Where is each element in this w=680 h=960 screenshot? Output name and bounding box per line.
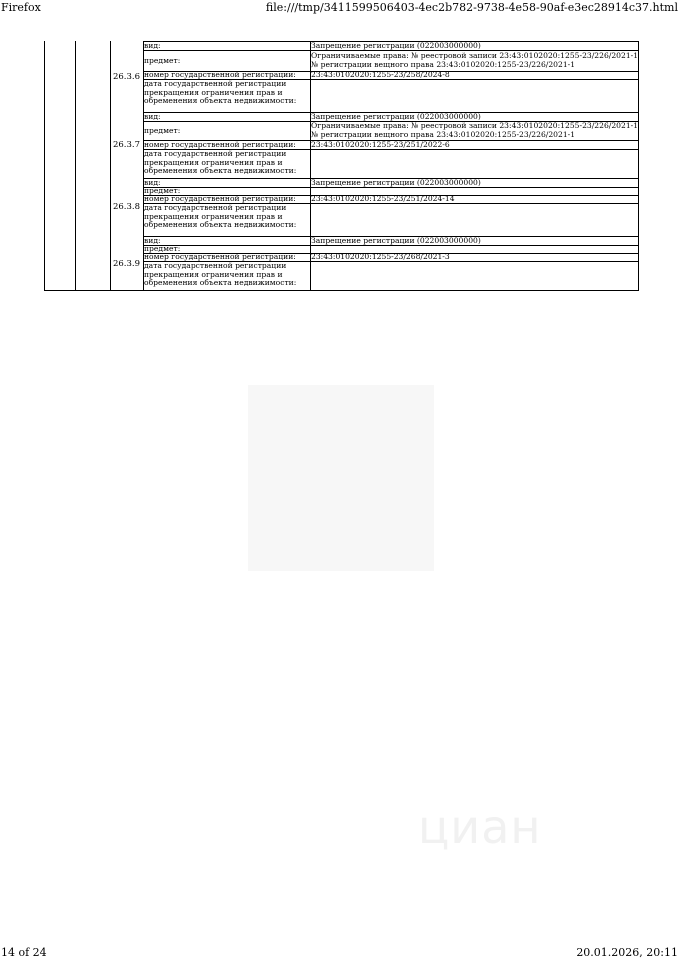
table-row: [143, 112, 638, 121]
row-label: предмет:: [143, 122, 311, 140]
record-number: 26.3.6: [112, 71, 141, 82]
row-value: [310, 179, 638, 187]
row-value: [310, 150, 638, 178]
row-value: [310, 80, 638, 112]
table-row: [143, 236, 638, 245]
row-value-line: № регистрации вещного права 23:43:0102020:1255-23/226/2021-1: [311, 60, 576, 69]
row-label: вид:: [143, 42, 311, 50]
row-value: [310, 246, 638, 253]
watermark-panel: [248, 385, 434, 571]
row-value: [310, 262, 638, 291]
table-row: [143, 71, 638, 79]
row-label: номер государственной регистрации:: [143, 72, 311, 79]
table-row: [143, 79, 638, 112]
row-label: номер государственной регистрации:: [143, 254, 311, 261]
row-value-line: 23:43:0102020:1255-23/258/2024-8: [311, 72, 450, 79]
table-row: [143, 187, 638, 195]
row-value-line: Ограничиваемые права: № реестровой записи 23:43:0102020:1255-23/226/2021-1: [311, 51, 638, 61]
row-value: [310, 72, 638, 79]
record-group: [110, 178, 638, 236]
row-value-line: 23:43:0102020:1255-23/251/2022-6: [311, 141, 450, 149]
row-value-line: Ограничиваемые права: № реестровой записи 23:43:0102020:1255-23/226/2021-1: [311, 122, 638, 131]
row-label: дата государственной регистрации прекращения ограничения прав и обременения объекта недвижимости:: [143, 262, 311, 291]
row-value: [310, 122, 638, 140]
row-label: вид:: [143, 179, 311, 187]
record-number: 26.3.9: [112, 258, 141, 269]
row-value: [310, 141, 638, 149]
record-group: [110, 41, 638, 112]
row-label: номер государственной регистрации:: [143, 196, 311, 203]
record-group: [110, 112, 638, 178]
row-label: дата государственной регистрации прекращения ограничения прав и обременения объекта недвижимости:: [143, 204, 311, 236]
row-value-line: Запрещение регистрации (022003000000): [311, 42, 481, 50]
table-border-left: [44, 41, 45, 291]
row-value: [310, 51, 638, 71]
row-value: [310, 196, 638, 203]
table-row: [143, 140, 638, 149]
row-value: [310, 113, 638, 121]
table-border-right: [638, 41, 639, 291]
table-row: [143, 121, 638, 140]
row-label: вид:: [143, 237, 311, 245]
table-row: [143, 50, 638, 71]
record-number: 26.3.8: [112, 202, 141, 212]
row-value: [310, 254, 638, 261]
row-value-line: № регистрации вещного права 23:43:0102020:1255-23/226/2021-1: [311, 130, 576, 139]
row-value: [310, 237, 638, 245]
watermark-logo: циан: [418, 800, 542, 854]
table-row: [143, 261, 638, 291]
table-row: [143, 178, 638, 187]
browser-name: Firefox: [1, 1, 41, 14]
table-row: [143, 149, 638, 178]
row-value-line: 23:43:0102020:1255-23/251/2024-14: [311, 196, 455, 203]
table-row: [143, 203, 638, 236]
table-column-divider: [75, 41, 76, 291]
table-row: [143, 41, 638, 50]
record-group: [110, 236, 638, 291]
row-label: предмет:: [143, 188, 311, 195]
table-row: [143, 253, 638, 261]
row-value-line: Запрещение регистрации (022003000000): [311, 113, 481, 121]
row-label: предмет:: [143, 246, 311, 253]
row-label: вид:: [143, 113, 311, 121]
table-row: [143, 195, 638, 203]
table-row: [143, 245, 638, 253]
row-label: номер государственной регистрации:: [143, 141, 311, 149]
row-value: [310, 42, 638, 50]
row-label: дата государственной регистрации прекращения ограничения прав и обременения объекта недвижимости:: [143, 80, 311, 112]
print-datetime: 20.01.2026, 20:11: [576, 946, 678, 959]
row-value-line: 23:43:0102020:1255-23/268/2021-3: [311, 254, 450, 261]
file-url: file:///tmp/3411599506403-4ec2b782-9738-4e58-90af-e3ec28914c37.html: [265, 1, 678, 14]
row-label: дата государственной регистрации прекращения ограничения прав и обременения объекта недвижимости:: [143, 150, 311, 178]
row-value-line: Запрещение регистрации (022003000000): [311, 237, 481, 245]
row-value: [310, 188, 638, 195]
row-value-line: Запрещение регистрации (022003000000): [311, 179, 481, 187]
record-number: 26.3.7: [112, 140, 141, 150]
encumbrance-table: [44, 41, 638, 291]
row-value: [310, 204, 638, 236]
page-indicator: 14 of 24: [1, 946, 47, 959]
row-label: предмет:: [143, 51, 311, 71]
